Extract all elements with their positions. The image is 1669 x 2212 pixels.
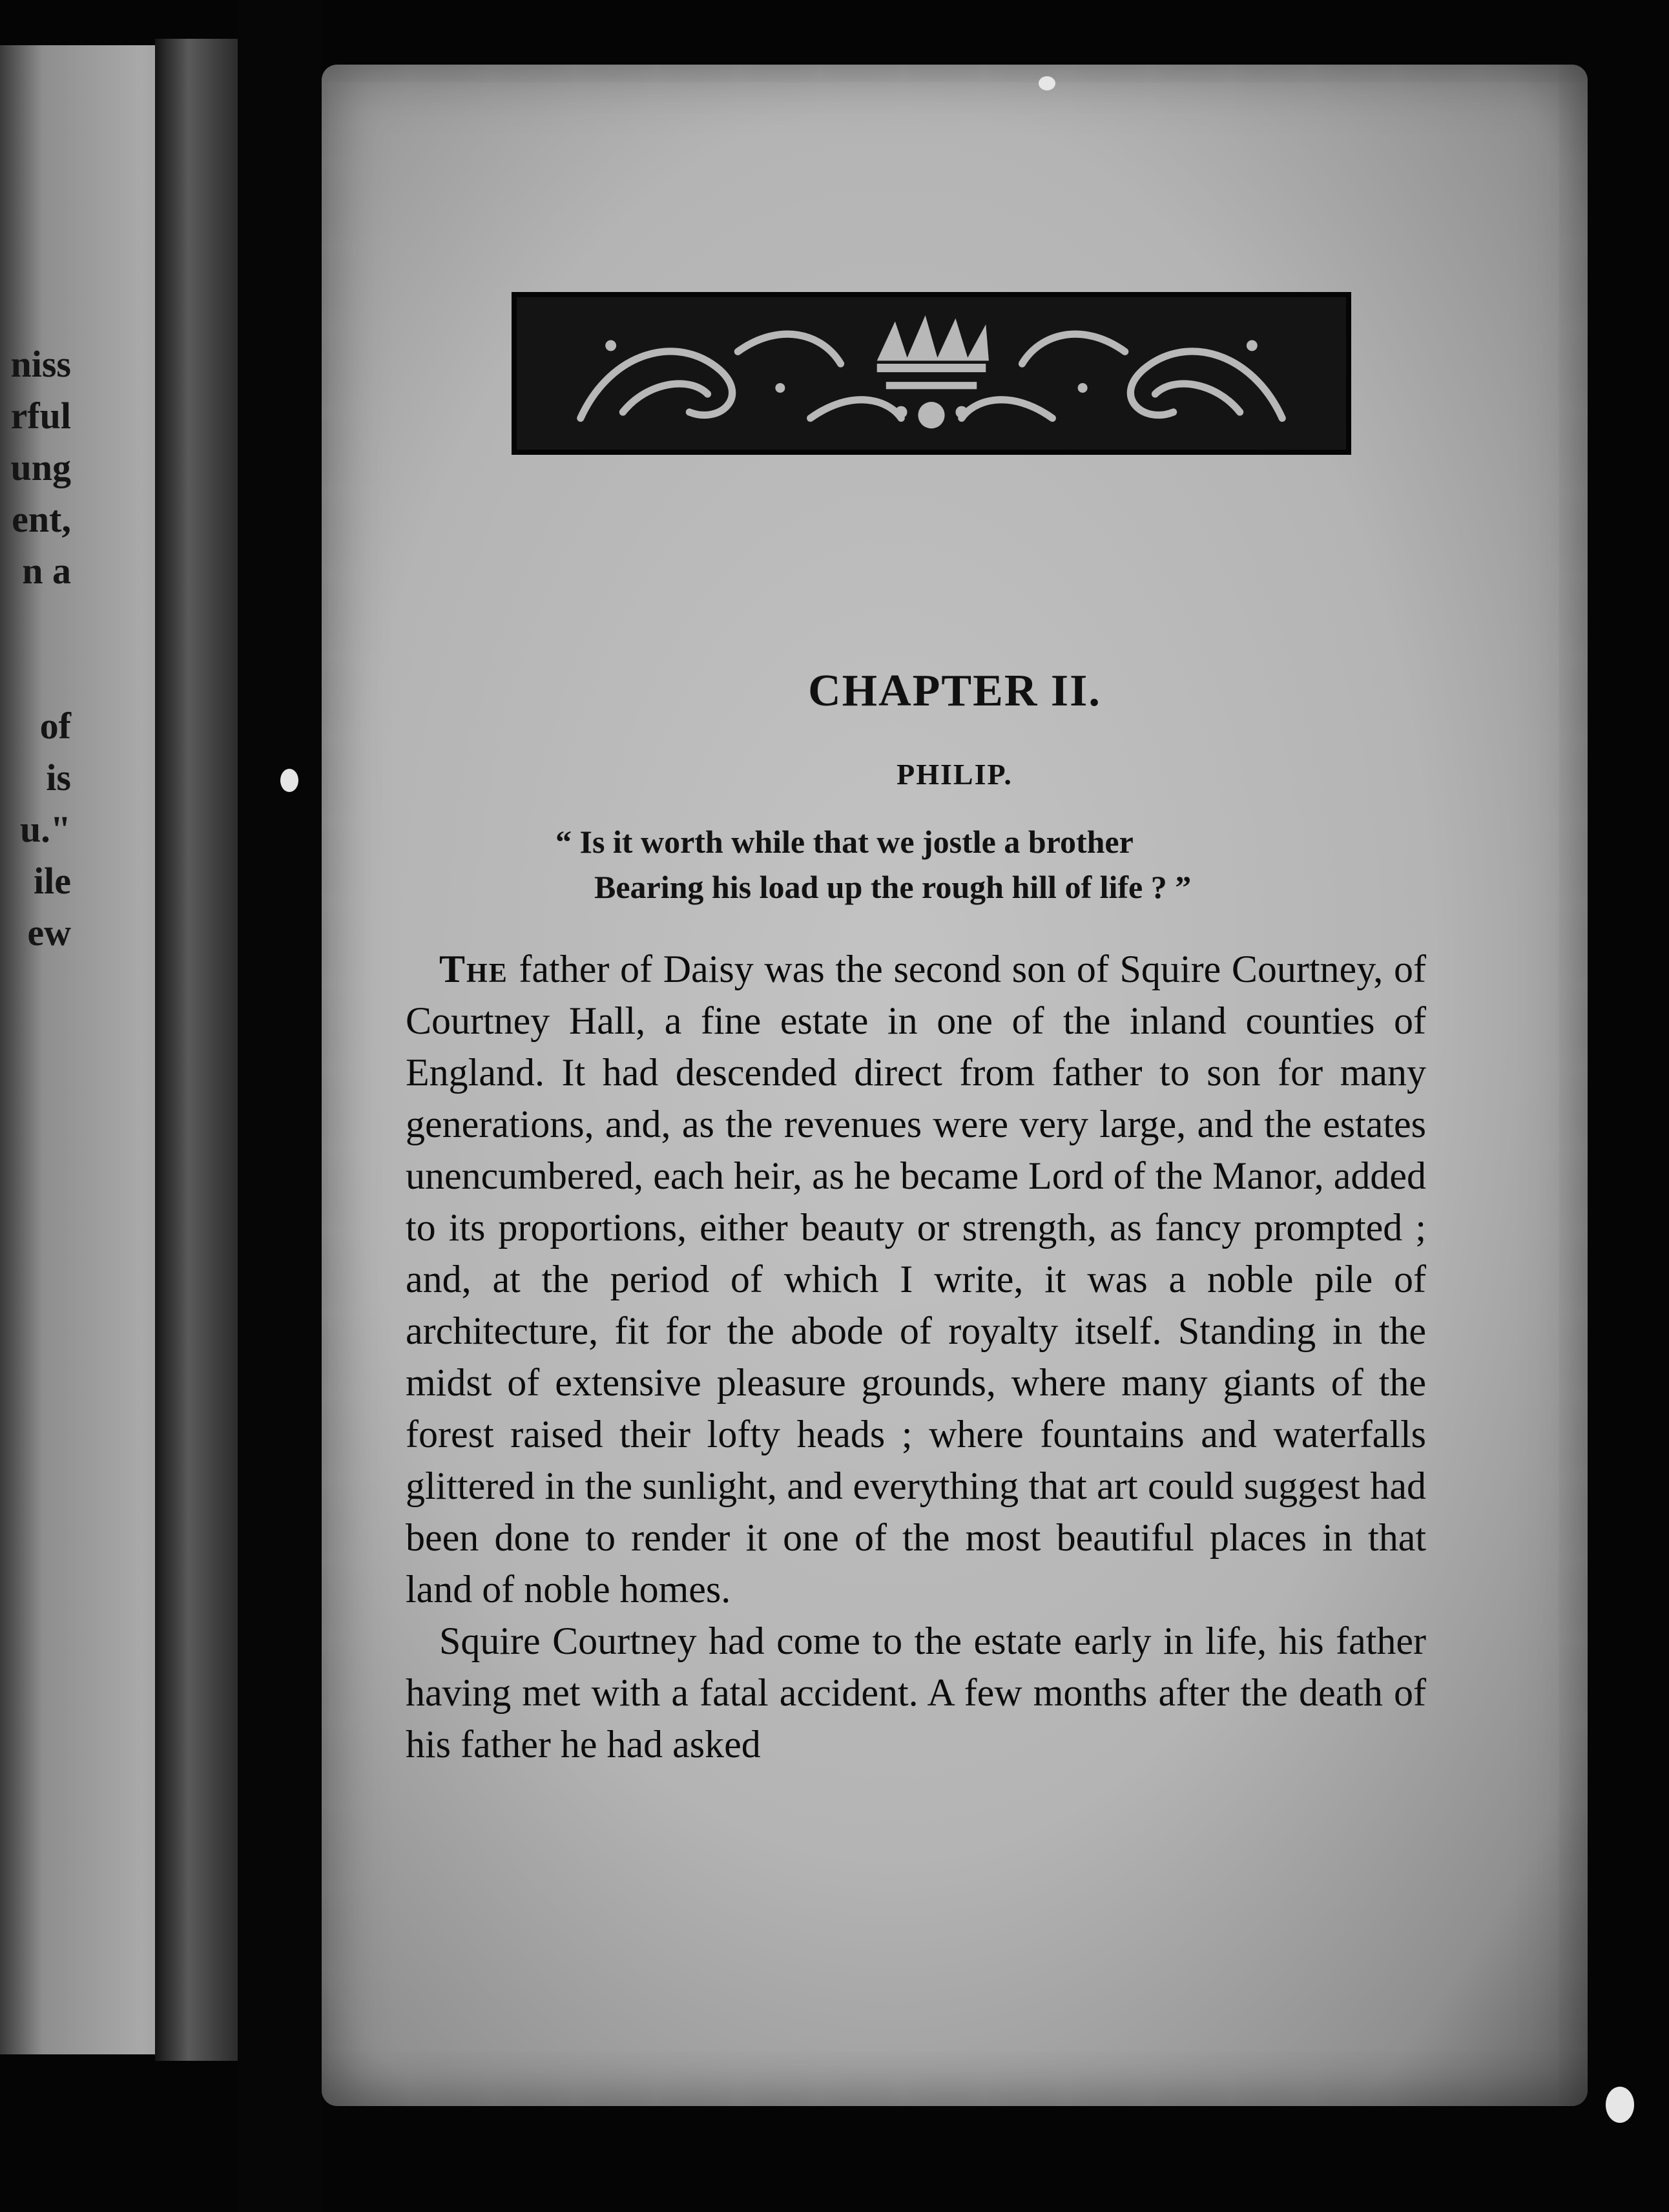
body-text (406, 943, 1426, 1770)
chapter-title: CHAPTER II. (808, 666, 1101, 716)
left-page-text-fragment: ung (10, 446, 71, 488)
paragraph (406, 943, 1426, 1615)
left-page-text-fragment: ent, (12, 498, 71, 540)
ornamental-headpiece (512, 292, 1351, 455)
paragraph: Squire Courtney had come to the estate early in life, his father having met with a fatal accident. A few months after the death of his father he had asked (406, 1620, 1426, 1766)
chapter-subtitle: PHILIP. (897, 758, 1013, 791)
left-page-text-fragment: is (46, 756, 71, 798)
page-edge (155, 39, 239, 2061)
ornament-scroll-icon (517, 297, 1346, 450)
epigraph (555, 819, 1331, 910)
left-page-text-fragment: n a (22, 550, 71, 592)
paper-speck (1606, 2087, 1634, 2123)
paragraph-text: father of Daisy was the second son of Squire Courtney, of Courtney Hall, a fine estate in one of the inland counties of England. It had descended direct from father to son for many generations, and, as the revenues were very large, and the estates unencumbered, each heir, as he became Lord of the Manor, added to its proportions, either beauty or strength, as fancy prompted ; and, at the period of which I write, it was a noble pile of architecture, fit for the abode of royalty itself. Standing in the midst of extensive pleasure grounds, where many giants of the forest raised their lofty heads ; where fountains and waterfalls glittered in the sunlight, and everything that art could suggest had been done to render it one of the most beautiful places in that land of noble homes. (406, 948, 1426, 1611)
left-page-text-fragment: u." (20, 808, 71, 850)
paper-speck (1039, 76, 1055, 90)
epigraph-line: Bearing his load up the rough hill of life ? ” (594, 869, 1192, 905)
paper-speck (280, 769, 298, 792)
left-page-text-fragment: rful (10, 395, 71, 437)
epigraph-line: “ Is it worth while that we jostle a brother (555, 824, 1134, 860)
left-page-text-fragment: ew (27, 912, 71, 954)
drop-word: The (439, 948, 508, 990)
left-page-text-fragment: of (39, 705, 71, 747)
left-page-text-fragment: ile (34, 860, 71, 902)
book-gutter (238, 0, 322, 2212)
left-page-text-fragment: niss (10, 343, 71, 385)
